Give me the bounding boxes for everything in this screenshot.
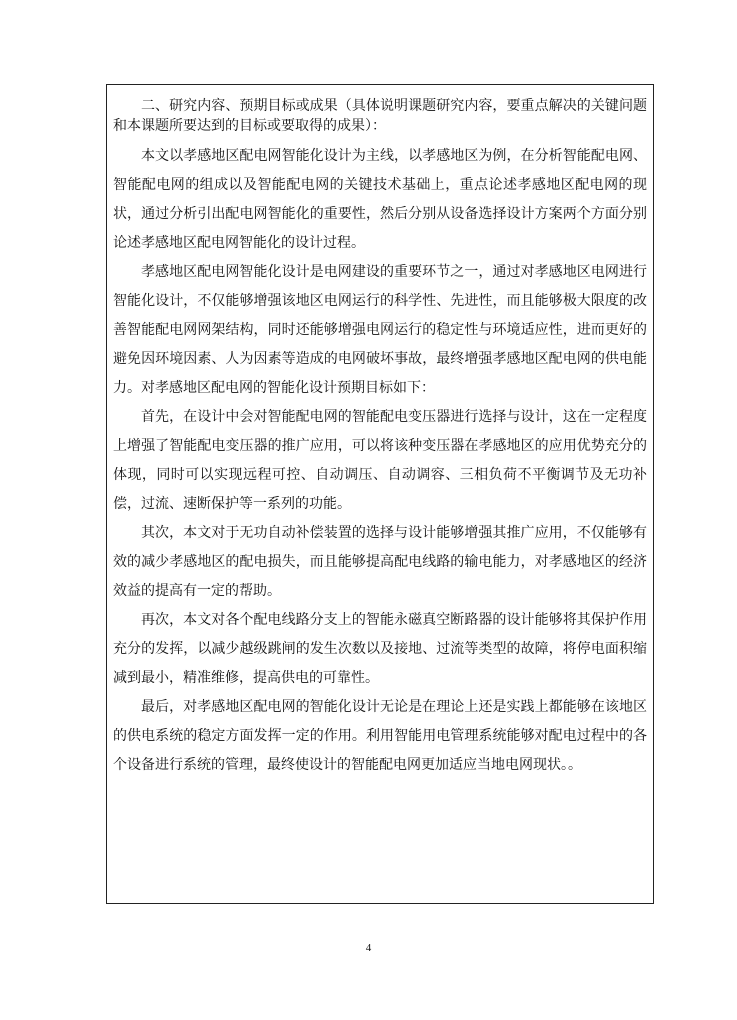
paragraph-goal-transformer: 首先，在设计中会对智能配电网的智能配电变压器进行选择与设计，这在一定程度上增强了智能配电变压器的推广应用，可以将该种变压器在孝感地区的应用优势充分的体现，同时可以实现远程可控、自动调压、自动调容、三相负荷不平衡调节及无功补偿，过流、速断保护等一系列的功能。: [113, 409, 647, 512]
section-content: [113, 96, 647, 780]
page-number: 4: [365, 942, 372, 954]
paragraph-significance: 孝感地区配电网智能化设计是电网建设的重要环节之一，通过对孝感地区电网进行智能化设计，不仅能够增强该地区电网运行的科学性、先进性，而且能够极大限度的改善智能配电网网架结构，同时还能够增强电网运行的稳定性与环境适应性，进而更好的避免因环境因素、人为因素等造成的电网破坏事故，最终增强孝感地区配电网的供电能力。对孝感地区配电网的智能化设计预期目标如下：: [113, 264, 647, 396]
paragraph-conclusion: 最后，对孝感地区配电网的智能化设计无论是在理论上还是实践上都能够在该地区的供电系统的稳定方面发挥一定的作用。利用智能用电管理系统能够对配电过程中的各个设备进行系统的管理，最终使设计的智能配电网更加适应当地电网现状。。: [113, 699, 647, 773]
paragraph-goal-compensation: 其次，本文对于无功自动补偿装置的选择与设计能够增强其推广应用，不仅能够有效的减少孝感地区的配电损失，而且能够提高配电线路的输电能力，对孝感地区的经济效益的提高有一定的帮助。: [113, 525, 647, 599]
paragraph-goal-breaker: 再次，本文对各个配电线路分支上的智能永磁真空断路器的设计能够将其保护作用充分的发挥，以减少越级跳闸的发生次数以及接地、过流等类型的故障，将停电面积缩减到最小，精准维修，提高供电的可靠性。: [113, 612, 647, 686]
section-heading: 二、研究内容、预期目标或成果（具体说明课题研究内容，要重点解决的关键问题和本课题所要达到的目标或要取得的成果）：: [113, 98, 647, 134]
paragraph-overview: 本文以孝感地区配电网智能化设计为主线，以孝感地区为例，在分析智能配电网、智能配电网的组成以及智能配电网的关键技术基础上，重点论述孝感地区配电网的现状，通过分析引出配电网智能化的重要性，然后分别从设备选择设计方案两个方面分别论述孝感地区配电网智能化的设计过程。: [113, 148, 647, 251]
